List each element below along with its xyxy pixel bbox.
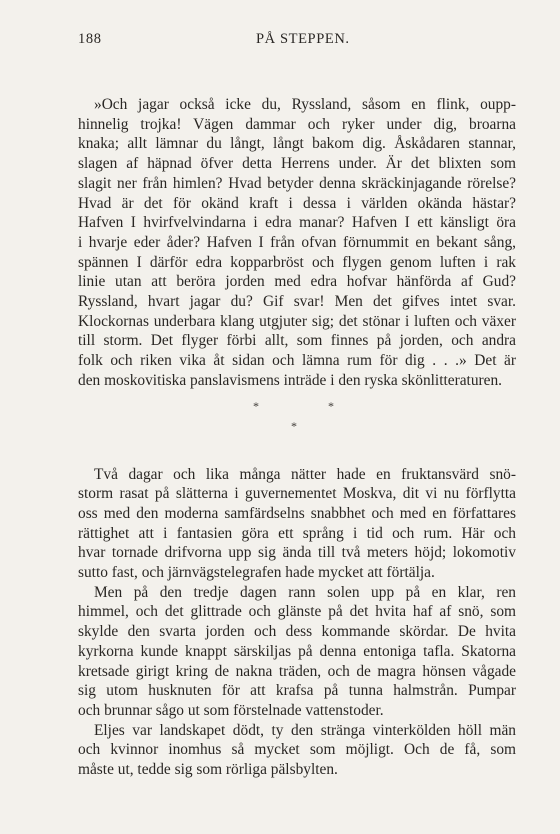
text-line: rättighet att i fantasien göra ett språng i tid och rum. Här och bbox=[78, 524, 516, 542]
text-line: och kvinnor inomhus så mycket som möjligt. Och de få, som bbox=[78, 741, 516, 759]
text-line: Klockornas underbara klang utgjuter sig; det stönar i luften och växer bbox=[78, 312, 516, 330]
text-line: slagit ner från himlen? Hvad betyder denna skräckinjagande rörelse? bbox=[78, 174, 516, 192]
asterisk: * bbox=[253, 398, 259, 413]
text-line: i hvarje eder åder? Hafven I från ofvan förnummit en bekant sång, bbox=[78, 233, 516, 251]
text-line: oss med den moderna samfärdselns snabbhet och med en författares bbox=[78, 504, 516, 522]
text-line: himmel, och det glittrade och glänste på det hvita haf af snö, som bbox=[78, 603, 516, 621]
text-line: Men på den tredje dagen rann solen upp på en klar, ren bbox=[94, 583, 516, 601]
text-line: storm rasat på slätterna i guvernementet Moskva, dit vi nu förflytta bbox=[78, 485, 516, 503]
quotation-section bbox=[78, 95, 516, 391]
paragraph-third-day bbox=[78, 583, 516, 721]
text-line: skylde den svarta jorden och dess kommande skördar. De hvita bbox=[78, 623, 516, 641]
text-line: till storm. Det flyger förbi allt, som finnes på jorden, och andra bbox=[78, 332, 516, 350]
paragraph-landscape bbox=[78, 721, 516, 780]
text-line: »Och jagar också icke du, Ryssland, såsom en flink, oupp- bbox=[94, 96, 516, 113]
section-separator bbox=[78, 391, 516, 465]
text-line: Ryssland, hvart jagar du? Gif svar! Men det gifves intet svar. bbox=[78, 293, 516, 311]
text-line: kretsade girigt kring de nakna träden, och de magra hönsen vågade bbox=[78, 662, 516, 680]
text-line: sutto fast, och järnvägstelegrafen hade mycket att förtälja. bbox=[78, 564, 435, 582]
narrative-section bbox=[78, 465, 516, 780]
asterisk: * bbox=[291, 418, 297, 433]
text-line: och brunnar sågo ut som förstelnade vattenstoder. bbox=[78, 701, 384, 719]
text-line: linie utan att beröra jorden med edra hofvar hänförda af Gud? bbox=[78, 273, 516, 291]
text-line: måste ut, tedde sig som rörliga pälsbylten. bbox=[78, 761, 338, 779]
text-line: Eljes var landskapet dödt, ty den stränga vinterkölden höll män bbox=[94, 721, 516, 739]
text-line: kyrkorna kunde knappt särskiljas på denna entoniga tafla. Skatorna bbox=[78, 642, 516, 660]
text-line: den moskovitiska panslavismens inträde i den ryska skönlitteraturen. bbox=[78, 371, 503, 389]
text-line: spännen I därför edra kopparbröst och flygen genom luften i rak bbox=[78, 253, 516, 271]
text-line: folk och riken vika åt sidan och lämna rum för dig . . .» Det är bbox=[78, 352, 516, 370]
text-line: knaka; allt lämnar du långt, långt bakom dig. Åskådaren stannar, bbox=[78, 135, 516, 153]
paragraph-snowstorm bbox=[78, 465, 516, 583]
text-line: Hvad är det för okänd kraft i dessa i världen okända hästar? bbox=[78, 194, 516, 212]
running-head bbox=[78, 31, 516, 53]
page-body bbox=[78, 95, 516, 780]
text-line: slagen af häpnad öfver detta Herrens under. Är det blixten som bbox=[78, 155, 516, 173]
asterisk: * bbox=[328, 398, 334, 413]
text-line: sig utom husknuten för att krafsa på tunna halmstrån. Pumpar bbox=[78, 682, 516, 700]
text-line: Två dagar och lika många nätter hade en fruktansvärd snö- bbox=[94, 465, 516, 483]
text-line: Hafven I hvirfvelvindarna i edra manar? Hafven I ett känsligt öra bbox=[78, 214, 516, 232]
text-line: hvar tornade drifvorna upp sig ända till två meters höjd; lokomotiv bbox=[78, 544, 516, 562]
chapter-title: PÅ STEPPEN. bbox=[256, 31, 350, 47]
text-line: hinnelig trojka! Vägen dammar och ryker under dig, broarna bbox=[78, 115, 516, 133]
page-number: 188 bbox=[78, 31, 102, 47]
